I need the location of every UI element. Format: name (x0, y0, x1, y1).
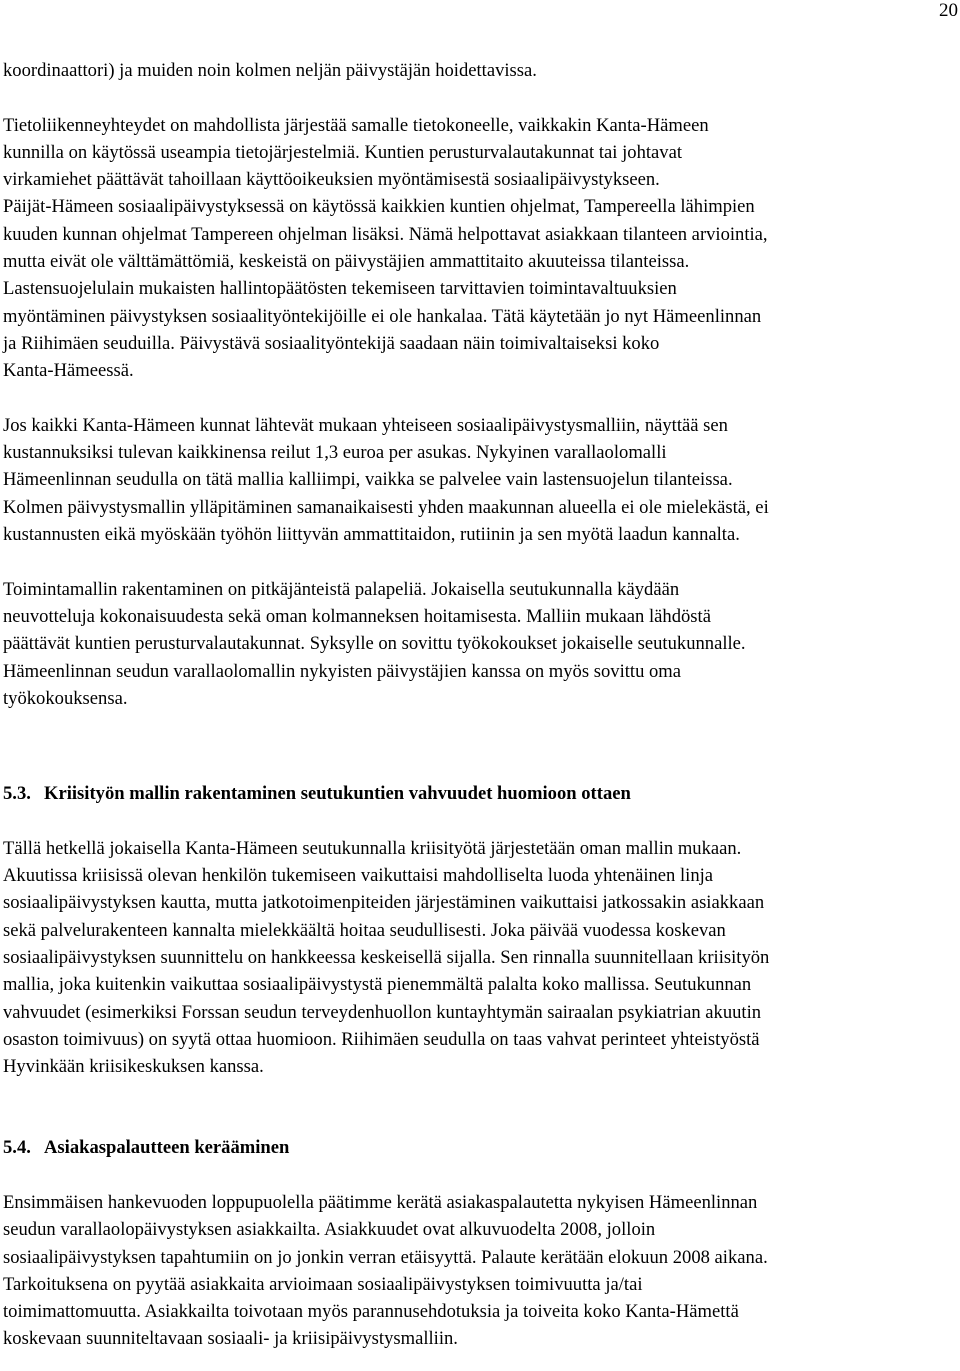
text-line: sosiaalipäivystyksen kautta, mutta jatkotoimenpiteiden järjestäminen vaikuttaisi jatkossakin asiakkaan (3, 892, 765, 914)
section-number: 5.4. (3, 1137, 31, 1159)
text-line: myöntäminen päivystyksen sosiaalityöntekijöille ei ole hankalaa. Tätä käytetään jo nyt Hämeenlinnan (3, 305, 762, 327)
text-line: Päijät-Hämeen sosiaalipäivystyksessä on käytössä kaikkien kuntien ohjelmat, Tampereella lähimpien (3, 196, 755, 218)
text-line: Hämeenlinnan seudulla on tätä mallia kalliimpi, vaikka se palvelee vain lastensuojelun tilanteissa. (3, 469, 733, 491)
text-line: virkamiehet päättävät tahoillaan käyttöoikeuksien myöntämisestä sosiaalipäivystykseen. (3, 169, 660, 191)
text-line: Tarkoituksena on pyytää asiakkaita arvioimaan sosiaalipäivystyksen toimivuutta ja/tai (3, 1273, 643, 1295)
text-line: Tietoliikenneyhteydet on mahdollista järjestää samalle tietokoneelle, vaikkakin Kanta-Hämeen (3, 114, 709, 136)
page-number: 20 (939, 0, 958, 21)
text-line: kustannusten eikä myöskään työhön liittyvän ammattitaidon, rutiinin ja sen myötä laadun kannalta. (3, 524, 740, 546)
text-line: Ensimmäisen hankevuoden loppupuolella päätimme kerätä asiakaspalautetta nykyisen Hämeenlinnan (3, 1191, 758, 1213)
text-line: päättävät kuntien perusturvalautakunnat. Syksylle on sovittu työkokoukset jokaiselle seutukunnalle. (3, 633, 746, 655)
text-line: vahvuudet (esimerkiksi Forssan seudun terveydenhuollon kuntayhtymän sairaalan psykiatrian akuutin (3, 1001, 762, 1023)
paragraph-3 (3, 412, 958, 548)
text-line: ja Riihimäen seuduilla. Päivystävä sosiaalityöntekijä saadaan näin toimivaltaiseksi koko (3, 332, 660, 354)
section-heading-5-3 (3, 780, 958, 807)
paragraph-4 (3, 576, 958, 712)
text-line: kustannuksiksi tulevan kaikkinensa reilut 1,3 euroa per asukas. Nykyinen varallaolomalli (3, 442, 667, 464)
section-heading-5-4 (3, 1134, 958, 1161)
text-line: sosiaalipäivystyksen tapahtumiin on jo jonkin verran etäisyyttä. Palaute kerätään elokuun 2008 aikana. (3, 1246, 768, 1268)
text-line: Kolmen päivystysmallin ylläpitäminen samanaikaisesti yhden maakunnan alueella ei ole mielekästä, ei (3, 496, 769, 518)
text-line: Hämeenlinnan seudun varallaolomallin nykyisten päivystäjien kanssa on myös sovittu oma (3, 660, 682, 682)
text-line: toimimattomuutta. Asiakkailta toivotaan myös parannusehdotuksia ja toiveita koko Kanta-Hämettä (3, 1301, 739, 1323)
text-line: koskevaan suunniteltavaan sosiaali- ja kriisipäivystysmalliin. (3, 1328, 458, 1350)
text-line: mutta eivät ole välttämättömiä, keskeistä on päivystäjien ammattitaito akuuteissa tilanteissa. (3, 251, 690, 273)
paragraph-2 (3, 112, 958, 385)
text-line: Toimintamallin rakentaminen on pitkäjänteistä palapeliä. Jokaisella seutukunnalla käydään (3, 578, 680, 600)
section-title: Kriisityön mallin rakentaminen seutukuntien vahvuudet huomioon ottaen (44, 783, 631, 805)
section-5-4-body (3, 1189, 958, 1353)
section-title: Asiakaspalautteen kerääminen (44, 1137, 290, 1159)
text-line: Hyvinkään kriisikeskuksen kanssa. (3, 1056, 264, 1078)
text-line: työkokouksensa. (3, 687, 128, 709)
text-line: sekä palvelurakenteen kannalta mielekkäältä hoitaa seudullisesti. Joka päivää vuodessa koskevan (3, 919, 726, 941)
text-line: sosiaalipäivystyksen suunnittelu on hankkeessa keskeisellä sijalla. Sen rinnalla suunnitellaan kriisityön (3, 946, 770, 968)
text-line: seudun varallaolopäivystyksen asiakkailta. Asiakkuudet ovat alkuvuodelta 2008, jolloin (3, 1219, 656, 1241)
section-number: 5.3. (3, 783, 31, 805)
text-line: Kanta-Hämeessä. (3, 360, 134, 382)
text-line: Akuutissa kriisissä olevan henkilön tukemiseen vaikuttaisi mahdolliselta luoda yhtenäinen linja (3, 865, 714, 887)
text-line: Jos kaikki Kanta-Hämeen kunnat lähtevät mukaan yhteiseen sosiaalipäivystysmalliin, näyttää sen (3, 414, 728, 436)
section-5-3-body (3, 835, 958, 1081)
document-body (3, 57, 958, 1353)
text-line: kunnilla on käytössä useampia tietojärjestelmiä. Kuntien perusturvalautakunnat tai johtavat (3, 141, 682, 163)
text-line: koordinaattori) ja muiden noin kolmen neljän päivystäjän hoidettavissa. (3, 60, 537, 81)
text-line: kuuden kunnan ohjelmat Tampereen ohjelman lisäksi. Nämä helpottavat asiakkaan tilanteen arviointia, (3, 223, 768, 245)
text-line: mallia, joka kuitenkin vaikuttaa sosiaalipäivystystä pienemmältä palalta koko mallissa. Seutukunnan (3, 974, 752, 996)
text-line: Lastensuojelulain mukaisten hallintopäätösten tekemiseen tarvittavien toimintavaltuuksien (3, 278, 677, 300)
text-line: osaston toimivuus) on syytä ottaa huomioon. Riihimäen seudulla on taas vahvat perinteet yhteistyöstä (3, 1028, 760, 1050)
text-line: Tällä hetkellä jokaisella Kanta-Hämeen seutukunnalla kriisityötä järjestetään oman mallin mukaan. (3, 837, 742, 859)
paragraph-1 (3, 57, 958, 84)
text-line: neuvotteluja kokonaisuudesta sekä oman kolmanneksen hoitamisesta. Malliin mukaan lähdöstä (3, 605, 711, 627)
